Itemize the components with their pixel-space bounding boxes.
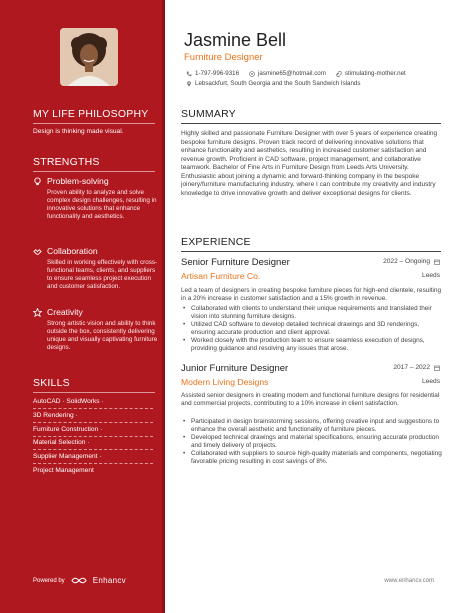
strength-desc: Skilled in working effectively with cross-functional teams, clients, and suppliers to ensure seamless project execution and customer satisfaction. <box>47 259 158 290</box>
sidebar-edge <box>162 0 165 613</box>
list-item: • Collaborated with clients to understand their unique requirements and translated their vision into stunning furniture designs. <box>181 305 443 321</box>
skill-item: Material Selection · <box>33 439 90 446</box>
calendar-icon <box>434 365 440 371</box>
footer-branding <box>33 576 126 585</box>
powered-by-text: Powered by <box>33 577 65 584</box>
job-description: Led a team of designers in creating bespoke furniture pieces for high-end clientele, resulting in a 20% increase in customer satisfaction and a 15% growth in revenue. <box>181 287 442 303</box>
strength-desc: Strong artistic vision and ability to think outside the box, consistently delivering unique and visually captivating furniture designs. <box>47 320 158 351</box>
email-icon <box>249 71 255 77</box>
strength-name: Creativity <box>47 307 83 317</box>
list-item: • Developed technical drawings and material specifications, ensuring accurate production and timely delivery of projects. <box>181 434 443 450</box>
location-text: Lebsackfurt, South Georgia and the South Sandwich Islands <box>195 80 361 87</box>
website-text[interactable]: stimulating-mother.net <box>344 70 406 77</box>
summary-text: Highly skilled and passionate Furniture Designer with over 5 years of experience creating bespoke furniture designs. Proven track record of delivering innovative solutions that enhance functionality and aesthetics, resulting in increased customer satisfaction and revenue growth. Proficient in CAD software, project management, and collaborative teamwork. Bachelor of Fine Arts in Furniture Design from Leeds Arts University. Enthusiastic about joining a dynamic and forward-thinking company in the bespoke joinery/furniture manufacturing industry, where I can contribute my creativity and industry knowledge to drive innovative growth and deliver exceptional designs for clients. <box>181 130 438 197</box>
job-dates-text: 2017 – 2022 <box>393 364 430 371</box>
candidate-title: Furniture Designer <box>184 52 263 63</box>
job-role: Junior Furniture Designer <box>181 363 289 374</box>
skills-heading: SKILLS <box>33 377 70 389</box>
job-bullets <box>181 305 443 354</box>
job-bullets <box>181 418 443 467</box>
candidate-name: Jasmine Bell <box>184 30 287 50</box>
skill-item: Supplier Management · <box>33 453 102 460</box>
handshake-icon <box>33 247 42 256</box>
strength-item <box>33 307 158 352</box>
skill-item: AutoCAD · SolidWorks · <box>33 398 104 405</box>
summary-heading: SUMMARY <box>181 108 236 120</box>
list-item: • Participated in design brainstorming sessions, offering creative input and suggestions to enhance the overall aesthetic and functionality of furniture pieces. <box>181 418 443 434</box>
experience-heading: EXPERIENCE <box>181 236 251 248</box>
job-role: Senior Furniture Designer <box>181 257 290 268</box>
divider <box>33 171 155 172</box>
divider <box>33 449 153 450</box>
enhancv-logo-icon <box>71 576 87 585</box>
strengths-heading: STRENGTHS <box>33 156 100 168</box>
list-item: • Collaborated with suppliers to source high-quality materials and components, negotiating favorable pricing resulting in cost savings of 8%. <box>181 450 443 466</box>
strength-name: Problem-solving <box>47 176 109 186</box>
divider <box>33 463 153 464</box>
star-icon <box>33 308 42 317</box>
divider <box>33 436 153 437</box>
link-icon <box>336 71 342 77</box>
phone-text[interactable]: 1-797-996-9316 <box>195 70 240 77</box>
job-location: Leeds <box>422 272 440 279</box>
skill-item: 3D Rendering · <box>33 412 78 419</box>
job-location: Leeds <box>422 378 440 385</box>
phone-icon <box>186 71 192 77</box>
divider <box>33 123 155 124</box>
divider <box>33 392 155 393</box>
divider <box>33 408 153 409</box>
divider <box>33 422 153 423</box>
brand-name: Enhancv <box>92 576 126 585</box>
job-dates <box>383 258 440 265</box>
footer-url[interactable]: www.enhancv.com <box>384 578 434 584</box>
bulb-icon <box>33 177 42 186</box>
job-description: Assisted senior designers in creating modern and functional furniture designs for residential and commercial projects, contributing to a 10% increase in client satisfaction. <box>181 392 440 408</box>
location-row <box>186 80 360 87</box>
divider <box>181 123 441 124</box>
job-company: Modern Living Designs <box>181 377 269 387</box>
location-pin-icon <box>186 81 192 87</box>
skill-item: Furniture Construction · <box>33 426 103 433</box>
list-item: • Worked closely with the production team to ensure seamless execution of designs, providing guidance and resolving any issues that arose. <box>181 337 443 353</box>
philosophy-heading: MY LIFE PHILOSOPHY <box>33 108 149 120</box>
calendar-icon <box>434 259 440 265</box>
strength-item <box>33 246 158 291</box>
strength-name: Collaboration <box>47 246 98 256</box>
job-company: Artisan Furniture Co. <box>181 271 261 281</box>
philosophy-text: Design is thinking made visual. <box>33 128 124 135</box>
strength-desc: Proven ability to analyze and solve complex design challenges, resulting in innovative solutions that enhance functionality and aesthetics. <box>47 189 157 220</box>
sidebar <box>0 0 165 613</box>
email-text[interactable]: jasmine65@hotmail.com <box>258 70 326 77</box>
strength-item <box>33 176 158 221</box>
list-item: • Utilized CAD software to develop detailed technical drawings and 3D renderings, ensuring accurate production and client approval. <box>181 321 443 337</box>
divider <box>181 251 441 252</box>
profile-photo <box>60 28 118 86</box>
skill-item: Project Management <box>33 467 94 474</box>
job-dates-text: 2022 – Ongoing <box>383 258 430 265</box>
job-dates <box>393 364 440 371</box>
contact-row <box>186 70 406 77</box>
